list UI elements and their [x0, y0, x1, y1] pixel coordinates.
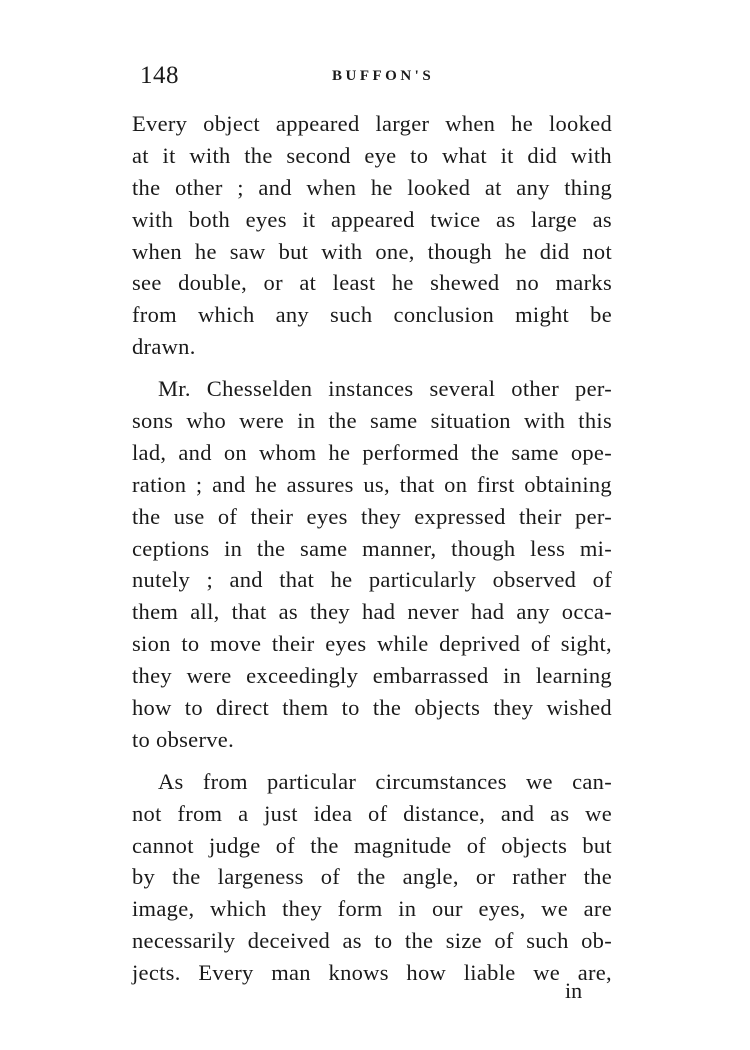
- text-line: cannot judge of the magnitude of objects but: [132, 832, 612, 858]
- text-line: from which any such conclusion might be: [132, 302, 612, 328]
- text-line: by the largeness of the angle, or rather the: [132, 864, 612, 890]
- text-line: drawn.: [132, 334, 196, 360]
- catchword: in: [565, 978, 583, 1003]
- paragraph: [132, 373, 612, 756]
- text-line: to observe.: [132, 726, 235, 752]
- text-line: how to direct them to the objects they wished: [132, 695, 612, 721]
- text-line: the use of their eyes they expressed their per-: [132, 503, 612, 529]
- text-line: the other ; and when he looked at any thing: [132, 174, 612, 200]
- text-line: lad, and on whom he performed the same ope-: [132, 439, 612, 465]
- text-line: them all, that as they had never had any occa-: [132, 599, 612, 625]
- text-line: not from a just idea of distance, and as we: [132, 800, 612, 826]
- paragraph: [132, 766, 612, 989]
- paragraph: [132, 108, 612, 363]
- text-line: As from particular circumstances we can-: [158, 768, 612, 794]
- text-line: at it with the second eye to what it did with: [132, 142, 612, 168]
- text-line: see double, or at least he shewed no marks: [132, 270, 612, 296]
- text-line: sion to move their eyes while deprived of sight,: [132, 631, 612, 657]
- paragraph-gap: [132, 363, 612, 373]
- text-line: image, which they form in our eyes, we are: [132, 896, 612, 922]
- paragraph-gap: [132, 756, 612, 766]
- text-line: they were exceedingly embarrassed in learning: [132, 663, 612, 689]
- text-line: jects. Every man knows how liable we are,: [132, 960, 612, 986]
- text-line: Mr. Chesselden instances several other per-: [158, 376, 612, 402]
- body-text: [132, 108, 612, 989]
- page-number: 148: [140, 62, 179, 89]
- text-line: ration ; and he assures us, that on first obtaining: [132, 471, 612, 497]
- text-line: when he saw but with one, though he did not: [132, 238, 612, 264]
- text-line: necessarily deceived as to the size of such ob-: [132, 928, 612, 954]
- text-line: ceptions in the same manner, though less mi-: [132, 535, 612, 561]
- page-header: [140, 62, 612, 96]
- text-line: sons who were in the same situation with this: [132, 408, 612, 434]
- running-head: BUFFON'S: [332, 68, 435, 84]
- text-line: Every object appeared larger when he looked: [132, 111, 612, 136]
- text-line: nutely ; and that he particularly observed of: [132, 567, 612, 593]
- text-line: with both eyes it appeared twice as large as: [132, 206, 612, 232]
